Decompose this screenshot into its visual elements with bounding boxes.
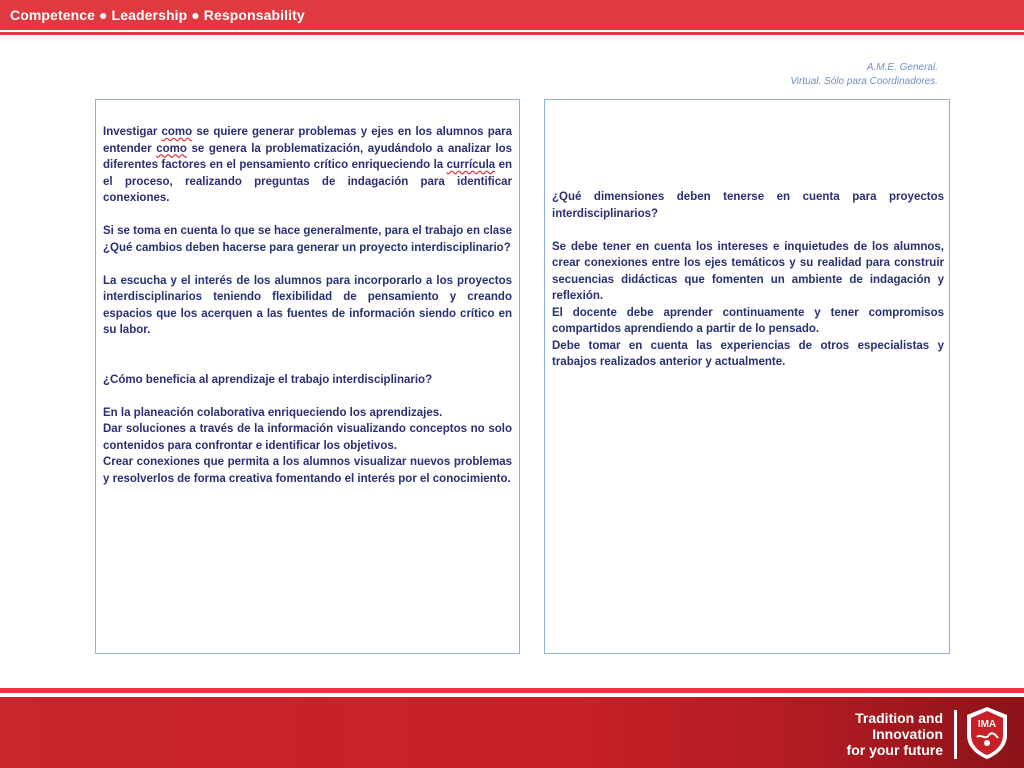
text-run: en el proceso, realizando preguntas de indagación para identificar conexiones. [103,159,512,204]
footer-bar [0,697,1024,768]
right-question-1: ¿Qué dimensiones deben tenerse en cuenta para proyectos interdisciplinarios? [552,191,944,220]
logo-text: IMA [977,719,997,730]
left-paragraph-6: Dar soluciones a través de la información visualizando conceptos no solo contenidos para confrontar e identificar los objetivos. [103,423,512,452]
header-bar [0,0,1024,30]
right-paragraph-3: El docente debe aprender continuamente y tener compromisos compartidos aprendiendo a partir de lo pensado. [552,306,944,335]
tagline-line-2: Innovation [872,726,943,742]
left-paragraph-7: Crear conexiones que permita a los alumnos visualizar nuevos problemas y resolverlos de forma creativa fomentando el interés por el conocimiento. [103,456,512,485]
ima-logo-icon [963,705,1011,761]
left-paragraph-5: En la planeación colaborativa enriqueciendo los aprendizajes. [103,406,443,419]
right-text-panel [544,99,950,654]
tagline-line-1: Tradition and [855,710,943,726]
left-question-2: ¿Cómo beneficia al aprendizaje el trabajo interdisciplinario? [103,373,433,386]
left-paragraph-1 [103,124,512,207]
text-run: se quiere generar problemas y ejes en los alumnos para entender [103,126,512,155]
meta-line-2: Virtual. Sólo para Coordinadores. [790,76,938,87]
header-divider-red [0,32,1024,35]
tagline-line-3: for your future [846,742,943,758]
left-text-panel [95,99,520,654]
left-paragraph-2: Si se toma en cuenta lo que se hace generalmente, para el trabajo en clase ¿Qué cambios deben hacerse para generar un proyecto interdisciplinario? [103,225,512,254]
spellcheck-word: como [161,126,193,138]
right-paragraph-2: Se debe tener en cuenta los intereses e inquietudes de los alumnos, crear conexiones entre los ejes temáticos y su realidad para construir secuencias didácticas que fomenten un ambiente de indagación y reflexión. [552,240,944,302]
meta-line-1: A.M.E. General. [866,62,938,73]
spellcheck-word: como [156,142,187,155]
document-meta [790,61,938,89]
footer-tagline [847,710,943,758]
right-paragraph-4: Debe tomar en cuenta las experiencias de otros especialistas y trabajos realizados anterior y actualmente. [552,339,944,368]
footer-vertical-divider [954,710,957,759]
text-run: se genera la problematización, ayudándolo a analizar los diferentes factores en el pensamiento crítico enriqueciendo la [103,142,512,171]
spellcheck-word: currícula [446,159,496,171]
left-paragraph-3: La escucha y el interés de los alumnos para incorporarlo a los proyectos interdisciplinarios teniendo flexibilidad de pensamiento y creando espacios que los acerquen a las fuentes de información siendo crítico en su labor. [103,274,512,336]
text-run: Investigar [103,126,162,138]
header-title: Competence ● Leadership ● Responsability [10,7,305,23]
